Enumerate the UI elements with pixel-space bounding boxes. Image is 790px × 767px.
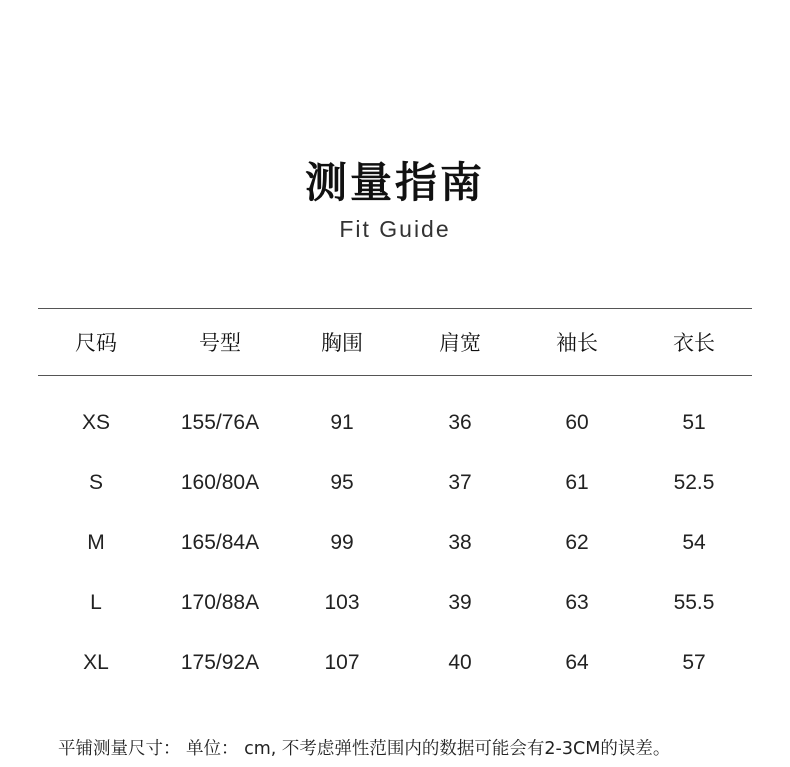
header-shoulder: 肩宽 [439,331,481,355]
table-row [38,583,752,623]
cell-fit-code: 160/80A [180,471,260,494]
cell-length: 54 [682,531,706,554]
measurement-footnote: 平铺测量尺寸： 单位： cm, 不考虑弹性范围内的数据可能会有2-3CM的误差。 [58,739,671,759]
cell-size: L [90,591,102,614]
cell-shoulder: 38 [448,531,472,554]
cell-chest: 103 [324,591,360,614]
cell-chest: 91 [330,411,354,434]
cell-fit-code: 170/88A [180,591,260,614]
cell-chest: 99 [330,531,354,554]
table-row [38,463,752,503]
cell-shoulder: 37 [448,471,472,494]
header-sleeve: 袖长 [556,331,598,355]
cell-chest: 107 [324,651,360,674]
cell-fit-code: 155/76A [180,411,260,434]
header-fit-code: 号型 [199,331,241,355]
cell-length: 51 [682,411,706,434]
table-row [38,403,752,443]
page-title: 测量指南 [304,158,485,207]
header-size: 尺码 [75,331,117,355]
cell-shoulder: 40 [448,651,472,674]
cell-sleeve: 62 [565,531,589,554]
cell-size: XS [81,411,110,434]
cell-length: 52.5 [673,471,715,494]
cell-sleeve: 63 [565,591,589,614]
cell-sleeve: 61 [565,471,589,494]
table-row [38,643,752,683]
cell-fit-code: 165/84A [180,531,260,554]
cell-size: XL [83,651,109,674]
cell-shoulder: 36 [448,411,472,434]
cell-chest: 95 [330,471,354,494]
cell-size: M [87,531,105,554]
table-row [38,523,752,563]
cell-shoulder: 39 [448,591,472,614]
cell-length: 57 [682,651,706,674]
table-header-row [38,309,752,375]
table-header-divider [38,375,752,376]
cell-fit-code: 175/92A [180,651,260,674]
cell-size: S [88,471,103,494]
header-length: 衣长 [673,331,715,355]
cell-length: 55.5 [673,591,715,614]
cell-sleeve: 60 [565,411,589,434]
header-chest: 胸围 [321,331,363,355]
page-subtitle: Fit Guide [339,216,451,242]
cell-sleeve: 64 [565,651,589,674]
